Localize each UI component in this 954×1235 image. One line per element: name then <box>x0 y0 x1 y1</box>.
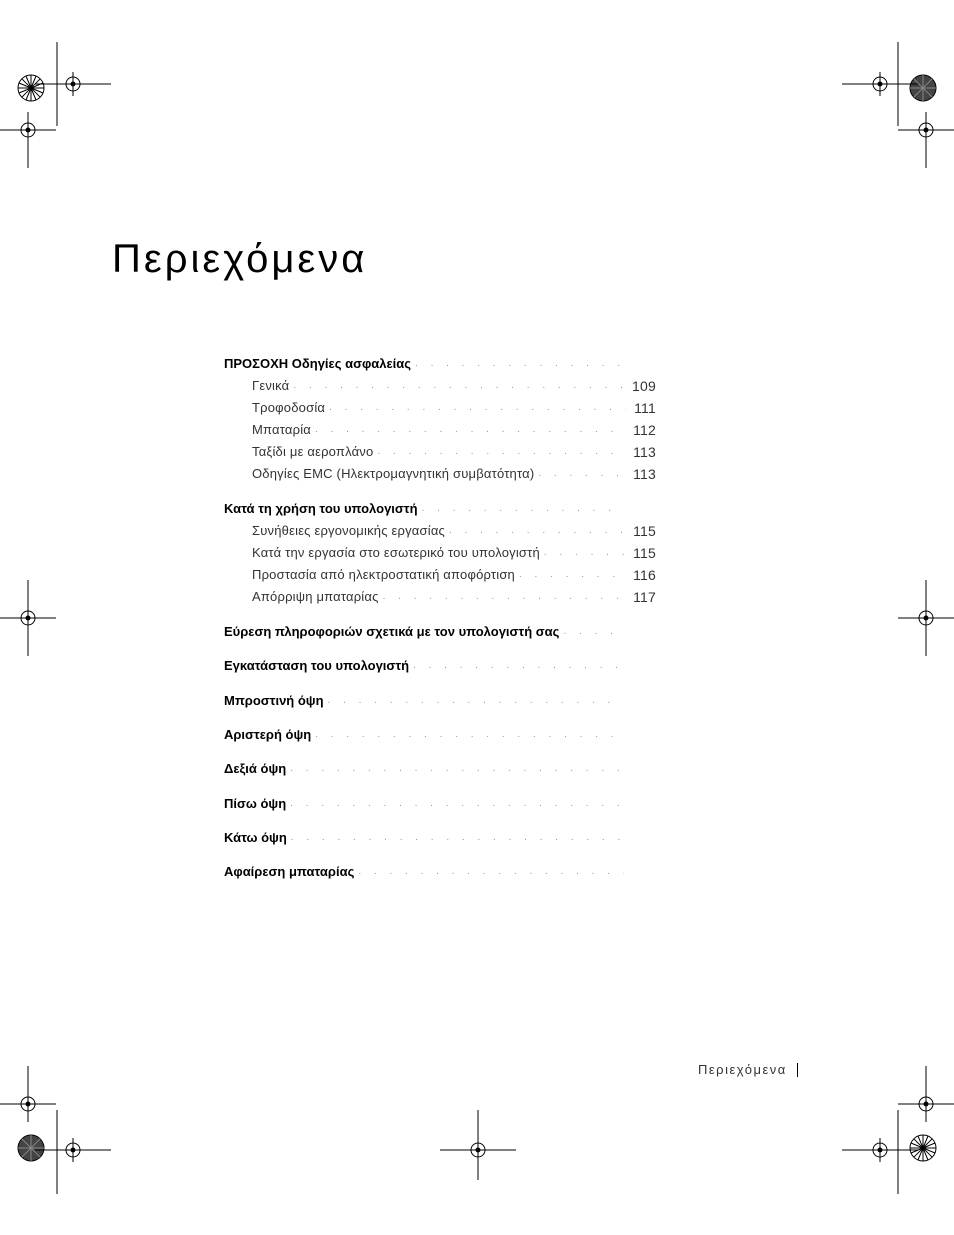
toc-page-number: 117 <box>633 589 656 605</box>
toc-section[interactable] <box>224 862 624 882</box>
dot-leader <box>544 543 625 563</box>
toc-entry-label: Κατά την εργασία στο εσωτερικό του υπολογιστή <box>252 545 540 560</box>
toc-section[interactable] <box>224 354 624 374</box>
toc-section-label: Δεξιά όψη <box>224 761 287 776</box>
toc-entry-label: Τροφοδοσία <box>252 400 326 415</box>
dot-leader <box>290 759 624 779</box>
toc-entry-label: Συνήθειες εργονομικής εργασίας <box>252 523 445 538</box>
toc-entry-label: Γενικά <box>252 378 290 393</box>
toc-page-number: 111 <box>634 400 656 416</box>
toc-entry[interactable] <box>252 521 656 541</box>
toc-entry[interactable] <box>252 587 656 607</box>
dot-leader <box>291 828 624 848</box>
toc-section-label: Κάτω όψη <box>224 830 287 845</box>
dot-leader <box>519 565 625 585</box>
toc-entry-label: Ταξίδι με αεροπλάνο <box>252 444 374 459</box>
running-footer: Περιεχόμενα <box>698 1062 787 1077</box>
dot-leader <box>358 862 624 882</box>
toc-page-number: 112 <box>633 422 656 438</box>
toc-section-label: Αφαίρεση μπαταρίας <box>224 864 355 879</box>
dot-leader <box>315 725 624 745</box>
toc-section[interactable] <box>224 725 624 745</box>
dot-leader <box>449 521 625 541</box>
dot-leader <box>377 442 625 462</box>
toc-section-label: Εγκατάσταση του υπολογιστή <box>224 658 410 673</box>
toc-section-label: Πίσω όψη <box>224 796 287 811</box>
dot-leader <box>422 499 624 519</box>
toc-section[interactable] <box>224 656 624 676</box>
toc-entry-label: Προστασία από ηλεκτροστατική αποφόρτιση <box>252 567 515 582</box>
toc-entry-label: Απόρριψη μπαταρίας <box>252 589 379 604</box>
dot-leader <box>383 587 625 607</box>
dot-leader <box>329 398 626 418</box>
footer-divider <box>797 1063 798 1077</box>
page-title: Περιεχόμενα <box>112 236 368 281</box>
crosshair-mark-icon <box>842 1110 918 1194</box>
crosshair-mark-icon <box>898 112 954 168</box>
dot-leader <box>563 622 624 642</box>
toc-section[interactable] <box>224 691 624 711</box>
toc-entry-label: Μπαταρία <box>252 422 311 437</box>
toc-section[interactable] <box>224 759 624 779</box>
toc-page-number: 113 <box>633 466 656 482</box>
toc-entry[interactable] <box>252 442 656 462</box>
toc-section-label: Εύρεση πληροφοριών σχετικά με τον υπολογιστή σας <box>224 624 560 639</box>
toc-section-label: ΠΡΟΣΟΧΗ Οδηγίες ασφαλείας <box>224 356 412 371</box>
crosshair-mark-icon <box>0 112 56 168</box>
dot-leader <box>293 376 624 396</box>
toc-section[interactable] <box>224 622 624 642</box>
dot-leader <box>328 691 624 711</box>
toc-section[interactable] <box>224 499 624 519</box>
dot-leader <box>415 354 624 374</box>
toc-page-number: 115 <box>633 523 656 539</box>
toc-entry[interactable] <box>252 398 656 418</box>
toc-page-number: 115 <box>633 545 656 561</box>
toc-section-label: Κατά τη χρήση του υπολογιστή <box>224 501 418 516</box>
toc-entry[interactable] <box>252 464 656 484</box>
crosshair-mark-icon <box>35 1110 111 1194</box>
toc-entry-label: Οδηγίες EMC (Ηλεκτρομαγνητική συμβατότητα) <box>252 466 535 481</box>
dot-leader <box>290 794 624 814</box>
dot-leader <box>413 656 624 676</box>
toc-page-number: 113 <box>633 444 656 460</box>
toc-entry[interactable] <box>252 376 656 396</box>
crosshair-mark-icon <box>0 580 56 656</box>
dot-leader <box>538 464 625 484</box>
toc-page-number: 116 <box>633 567 656 583</box>
crosshair-mark-icon <box>440 1110 516 1180</box>
toc-entry[interactable] <box>252 420 656 440</box>
toc-entry[interactable] <box>252 543 656 563</box>
dot-leader <box>315 420 625 440</box>
crosshair-mark-icon <box>898 580 954 656</box>
toc-section[interactable] <box>224 794 624 814</box>
toc-entry[interactable] <box>252 565 656 585</box>
toc-section-label: Αριστερή όψη <box>224 727 312 742</box>
toc-page-number: 109 <box>632 378 656 394</box>
toc-section-label: Μπροστινή όψη <box>224 693 324 708</box>
toc-section[interactable] <box>224 828 624 848</box>
